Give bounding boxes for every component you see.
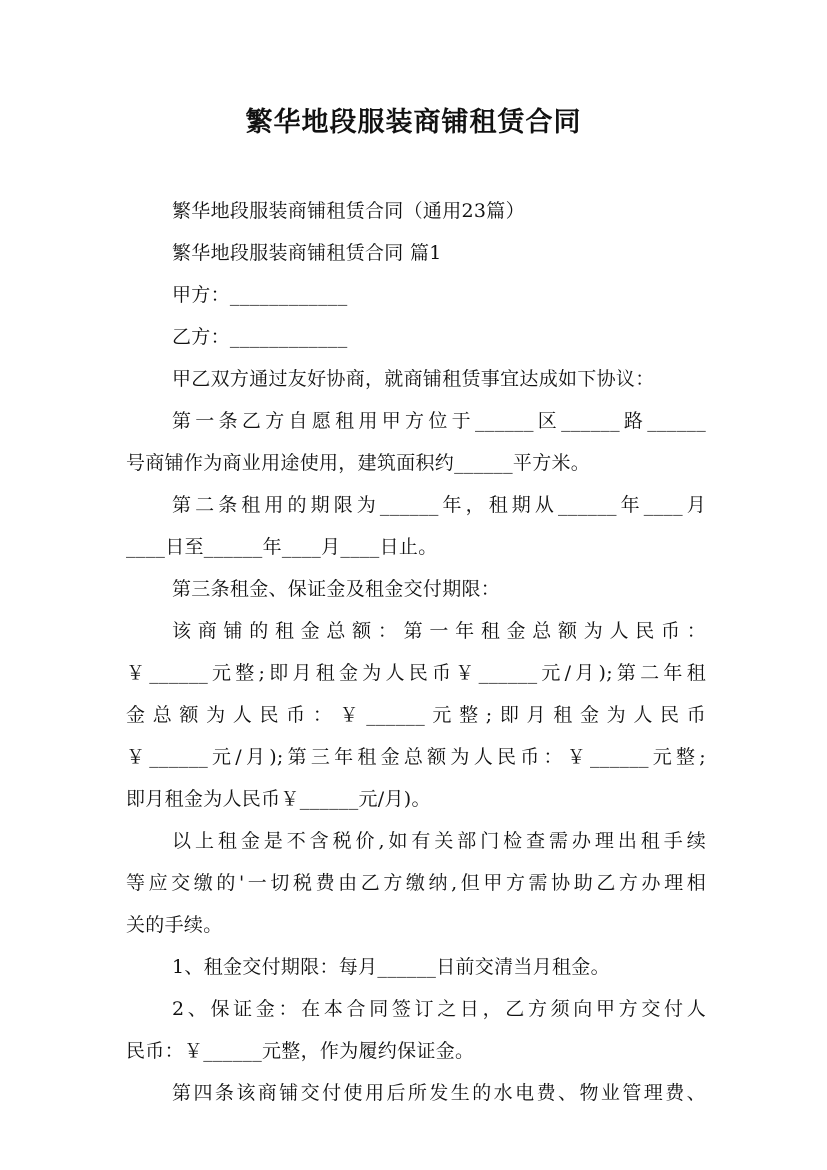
- paragraph-line: 第四条该商铺交付使用后所发生的水电费、物业管理费、: [172, 1082, 706, 1104]
- paragraph-line: 甲乙双方通过友好协商，就商铺租赁事宜达成如下协议：: [172, 368, 655, 390]
- paragraph-line: 第三条租金、保证金及租金交付期限：: [172, 578, 501, 600]
- document-title: 繁华地段服装商铺租赁合同: [245, 107, 582, 138]
- paragraph-line: 该商铺的租金总额：第一年租金总额为人民币：: [172, 620, 706, 642]
- paragraph-line: 关的手续。: [126, 914, 223, 936]
- paragraph-line: 1、租金交付期限：每月______日前交清当月租金。: [172, 956, 610, 978]
- paragraph-line: 即月租金为人民币￥______元/月)。: [126, 788, 431, 810]
- paragraph-line: 等应交缴的'一切税费由乙方缴纳,但甲方需协助乙方办理相: [126, 872, 706, 894]
- paragraph-line: 繁华地段服装商铺租赁合同 篇1: [172, 242, 442, 264]
- paragraph-line: ￥______元整;即月租金为人民币￥______元/月);第二年租: [126, 662, 706, 684]
- paragraph-line: 民币：￥______元整，作为履约保证金。: [126, 1040, 475, 1062]
- paragraph-line: 繁华地段服装商铺租赁合同（通用23篇）: [172, 200, 525, 222]
- paragraph-line: ￥______元/月);第三年租金总额为人民币：￥______元整;: [126, 746, 706, 768]
- paragraph-line: ____日至______年____月____日止。: [126, 536, 438, 558]
- paragraph-line: 号商铺作为商业用途使用，建筑面积约______平方米。: [126, 452, 591, 474]
- paragraph-line: 以上租金是不含税价,如有关部门检查需办理出租手续: [172, 830, 706, 852]
- paragraph-line: 金总额为人民币：￥______元整;即月租金为人民币: [126, 704, 706, 726]
- paragraph-line: 第二条租用的期限为______年，租期从______年____月: [172, 494, 706, 516]
- document-body: [126, 190, 706, 1114]
- paragraph-line: 2、保证金：在本合同签订之日，乙方须向甲方交付人: [172, 998, 706, 1020]
- paragraph-line: 甲方：____________: [172, 284, 348, 306]
- paragraph-line: 第一条乙方自愿租用甲方位于______区______路______: [172, 410, 706, 432]
- paragraph-line: 乙方：____________: [172, 326, 348, 348]
